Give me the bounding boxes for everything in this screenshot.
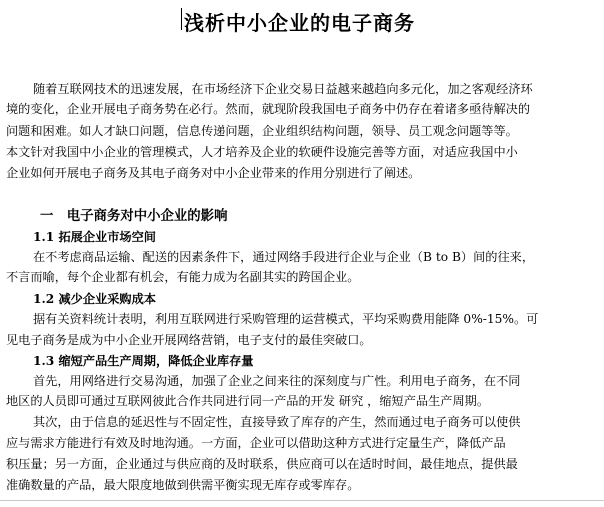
document-title[interactable]: 浅析中小企业的电子商务 xyxy=(184,11,415,35)
abstract-line[interactable]: 本文针对我国中小企业的管理模式，人才培养及企业的软硬件设施完善等方面，对适应我国中小 xyxy=(6,145,518,159)
body-line[interactable]: 据有关资料统计表明，利用互联网进行采购管理的运营模式，平均采购费用能降 0%-15%。可 xyxy=(33,312,539,326)
body-line[interactable]: 不言而喻，每个企业都有机会，有能力成为名副其实的跨国企业。 xyxy=(6,270,360,284)
abstract-line[interactable]: 问题和困难。如人才缺口问题，信息传递问题，企业组织结构问题，领导、员工观念问题等等。 xyxy=(6,124,518,138)
body-line[interactable]: 应与需求方能进行有效及时地沟通。一方面，企业可以借助这种方式进行定量生产，降低产品 xyxy=(6,436,506,450)
body-line[interactable]: 积压量；另一方面，企业通过与供应商的及时联系，供应商可以在适时时间，最佳地点，提供最 xyxy=(6,457,518,471)
body-line[interactable]: 在不考虑商品运输、配送的因素条件下，通过网络手段进行企业与企业（B to B）间的往来， xyxy=(33,250,535,264)
section-heading[interactable]: 一 电子商务对中小企业的影响 xyxy=(40,208,228,224)
abstract-line[interactable]: 随着互联网技术的迅速发展，在市场经济下企业交易日益越来越趋向多元化，加之客观经济环 xyxy=(33,82,533,96)
abstract-line[interactable]: 企业如何开展电子商务及其电子商务对中小企业带来的作用分别进行了阐述。 xyxy=(6,166,421,180)
body-line[interactable]: 见电子商务是成为中小企业开展网络营销，电子支付的最佳突破口。 xyxy=(6,333,372,347)
subsection-heading[interactable]: 1.2 减少企业采购成本 xyxy=(33,292,156,306)
body-line[interactable]: 首先，用网络进行交易沟通，加强了企业之间来往的深刻度与广性。利用电子商务，在不同 xyxy=(33,374,521,388)
body-line[interactable]: 准确数量的产品，最大限度地做到供需平衡实现无库存或零库存。 xyxy=(6,478,360,492)
abstract-line[interactable]: 境的变化，企业开展电子商务势在必行。然而，就现阶段我国电子商务中仍存在着诸多亟待解决的 xyxy=(6,102,531,116)
page-bottom-divider xyxy=(0,500,604,501)
subsection-heading[interactable]: 1.3 缩短产品生产周期，降低企业库存量 xyxy=(33,354,254,368)
subsection-heading[interactable]: 1.1 拓展企业市场空间 xyxy=(33,230,156,244)
body-line[interactable]: 其次，由于信息的延迟性与不固定性，直接导致了库存的产生，然而通过电子商务可以使供 xyxy=(33,415,521,429)
text-cursor xyxy=(181,8,182,30)
body-line[interactable]: 地区的人员即可通过互联网彼此合作共同进行同一产品的开发 研究 ，缩短产品生产周期。 xyxy=(6,394,490,408)
